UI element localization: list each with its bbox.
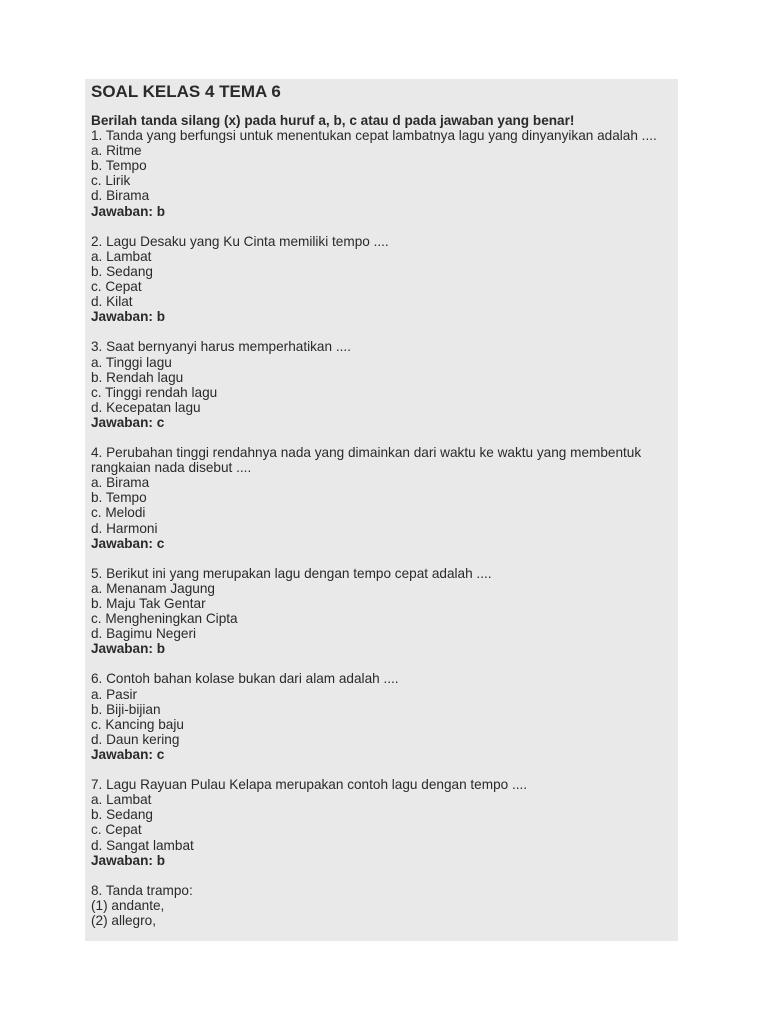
question-list bbox=[91, 128, 678, 928]
question-text: 3. Saat bernyanyi harus memperhatikan .... bbox=[91, 339, 351, 355]
answer-option: b. Sedang bbox=[91, 807, 153, 823]
answer-option: a. Birama bbox=[91, 475, 150, 491]
answer-option: c. Tinggi rendah lagu bbox=[91, 384, 218, 400]
question-text: 8. Tanda trampo: bbox=[91, 882, 193, 898]
answer-option: c. Melodi bbox=[91, 505, 146, 521]
answer-key: Jawaban: b bbox=[91, 309, 166, 325]
answer-option: a. Lambat bbox=[91, 792, 152, 808]
answer-key: Jawaban: b bbox=[91, 852, 166, 868]
answer-option: a. Ritme bbox=[91, 143, 142, 159]
answer-option: c. Mengheningkan Cipta bbox=[91, 611, 238, 627]
question-text: 1. Tanda yang berfungsi untuk menentukan cepat lambatnya lagu yang dinyanyikan adalah .... bbox=[91, 128, 657, 144]
answer-key: Jawaban: c bbox=[91, 746, 165, 762]
answer-option: c. Kancing baju bbox=[91, 716, 184, 732]
answer-key: Jawaban: b bbox=[91, 641, 166, 657]
answer-option: a. Tinggi lagu bbox=[91, 354, 172, 370]
answer-option: a. Pasir bbox=[91, 686, 138, 702]
answer-option: b. Biji-bijian bbox=[91, 701, 161, 717]
document-page bbox=[85, 79, 678, 941]
answer-option: d. Kecepatan lagu bbox=[91, 399, 201, 415]
document-title: SOAL KELAS 4 TEMA 6 bbox=[91, 82, 281, 101]
question-text: 7. Lagu Rayuan Pulau Kelapa merupakan contoh lagu dengan tempo .... bbox=[91, 777, 528, 793]
question-block bbox=[91, 777, 678, 868]
answer-key: Jawaban: c bbox=[91, 535, 165, 551]
answer-key: Jawaban: b bbox=[91, 203, 166, 219]
question-block bbox=[91, 883, 678, 928]
answer-option: d. Harmoni bbox=[91, 520, 158, 536]
answer-option: d. Sangat lambat bbox=[91, 837, 194, 853]
answer-option: b. Sedang bbox=[91, 263, 153, 279]
question-text: 4. Perubahan tinggi rendahnya nada yang dimainkan dari waktu ke waktu yang membentuk rangkaian nada disebut .... bbox=[91, 445, 645, 476]
document-content bbox=[85, 82, 678, 928]
answer-option: (1) andante, bbox=[91, 897, 165, 913]
answer-option: a. Menanam Jagung bbox=[91, 580, 215, 596]
question-text: 2. Lagu Desaku yang Ku Cinta memiliki tempo .... bbox=[91, 233, 389, 249]
answer-option: b. Tempo bbox=[91, 490, 147, 506]
question-block bbox=[91, 339, 678, 430]
answer-option: (2) allegro, bbox=[91, 912, 156, 928]
answer-option: b. Rendah lagu bbox=[91, 369, 184, 385]
answer-option: d. Daun kering bbox=[91, 731, 180, 747]
instruction-text: Berilah tanda silang (x) pada huruf a, b, c atau d pada jawaban yang benar! bbox=[91, 113, 575, 128]
question-text: 5. Berikut ini yang merupakan lagu dengan tempo cepat adalah .... bbox=[91, 565, 492, 581]
answer-option: a. Lambat bbox=[91, 248, 152, 264]
answer-option: c. Cepat bbox=[91, 822, 142, 838]
answer-option: c. Cepat bbox=[91, 279, 142, 295]
answer-option: d. Birama bbox=[91, 188, 150, 204]
question-text: 6. Contoh bahan kolase bukan dari alam adalah .... bbox=[91, 671, 399, 687]
question-block bbox=[91, 671, 678, 762]
question-block bbox=[91, 566, 678, 657]
question-block bbox=[91, 128, 678, 219]
answer-key: Jawaban: c bbox=[91, 414, 165, 430]
question-block bbox=[91, 445, 678, 551]
answer-option: d. Kilat bbox=[91, 294, 133, 310]
answer-option: b. Maju Tak Gentar bbox=[91, 596, 206, 611]
answer-option: d. Bagimu Negeri bbox=[91, 626, 197, 642]
question-block bbox=[91, 234, 678, 325]
answer-option: c. Lirik bbox=[91, 173, 131, 189]
answer-option: b. Tempo bbox=[91, 158, 147, 174]
